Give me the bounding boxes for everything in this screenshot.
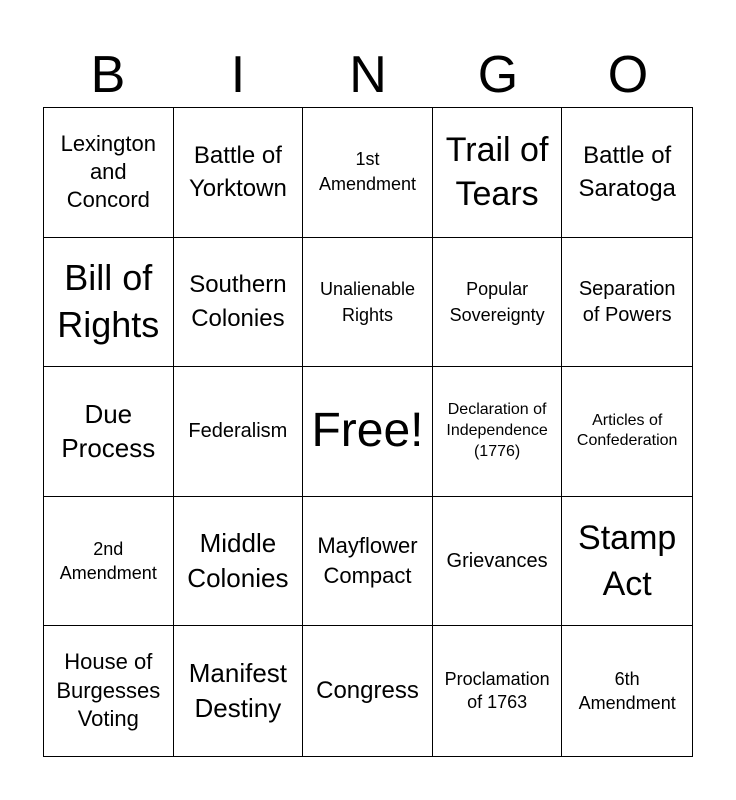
cell-text: Federalism <box>188 420 288 443</box>
cell-text: Southern Colonies <box>189 271 287 332</box>
cell-text: Mayflower Compact <box>317 533 418 589</box>
cell-text: House of Burgesses Voting <box>56 649 161 732</box>
cell-text: Separation of Powers <box>578 277 676 326</box>
bingo-cell[interactable] <box>562 497 692 627</box>
bingo-cell[interactable] <box>174 497 304 627</box>
bingo-board <box>43 107 693 757</box>
header-letter-i: I <box>230 46 246 104</box>
cell-text: Battle of Yorktown <box>188 141 287 203</box>
cell-text: Bill of Rights <box>57 257 160 345</box>
bingo-cell[interactable] <box>44 367 174 497</box>
bingo-cell[interactable] <box>44 238 174 368</box>
bingo-cell[interactable] <box>174 238 304 368</box>
free-space-text: Free! <box>311 404 424 458</box>
cell-text: 6th Amendment <box>578 668 676 714</box>
cell-text: Unalienable Rights <box>319 278 416 325</box>
bingo-cell[interactable] <box>303 497 433 627</box>
header-letter-n: N <box>349 46 387 104</box>
bingo-cell[interactable] <box>433 626 563 756</box>
bingo-cell[interactable] <box>433 497 563 627</box>
cell-text: Trail of Tears <box>445 131 549 214</box>
bingo-cell[interactable] <box>433 108 563 238</box>
cell-text: Due Process <box>61 398 156 464</box>
cell-text: Middle Colonies <box>187 528 289 594</box>
cell-text: Proclamation of 1763 <box>444 668 550 713</box>
cell-text: Battle of Saratoga <box>578 141 676 203</box>
bingo-cell[interactable] <box>433 367 563 497</box>
bingo-cell[interactable] <box>44 626 174 756</box>
cell-text: 1st Amendment <box>318 149 417 195</box>
cell-text: Congress <box>316 677 419 705</box>
cell-text: Articles of Confederation <box>576 411 678 450</box>
bingo-cell[interactable] <box>562 108 692 238</box>
header-letter-o: O <box>607 46 649 104</box>
free-space-cell[interactable] <box>303 367 433 497</box>
cell-text: Lexington and Concord <box>60 131 156 213</box>
cell-text: Manifest Destiny <box>188 658 288 724</box>
bingo-cell[interactable] <box>303 626 433 756</box>
cell-text: Popular Sovereignty <box>449 278 545 325</box>
bingo-cell[interactable] <box>44 497 174 627</box>
cell-text: 2nd Amendment <box>59 538 157 584</box>
bingo-cell[interactable] <box>433 238 563 368</box>
bingo-cell[interactable] <box>44 108 174 238</box>
bingo-cell[interactable] <box>562 238 692 368</box>
header-letter-g: G <box>477 46 519 104</box>
bingo-cell[interactable] <box>303 238 433 368</box>
bingo-header <box>43 44 693 106</box>
cell-text: Declaration of Independence (1776) <box>446 401 548 460</box>
bingo-cell[interactable] <box>303 108 433 238</box>
bingo-cell[interactable] <box>174 108 304 238</box>
bingo-cell[interactable] <box>562 626 692 756</box>
cell-text: Grievances <box>446 550 548 573</box>
bingo-cell[interactable] <box>562 367 692 497</box>
header-letter-b: B <box>90 46 126 104</box>
bingo-cell[interactable] <box>174 626 304 756</box>
cell-text: Stamp Act <box>578 518 677 604</box>
bingo-cell[interactable] <box>174 367 304 497</box>
